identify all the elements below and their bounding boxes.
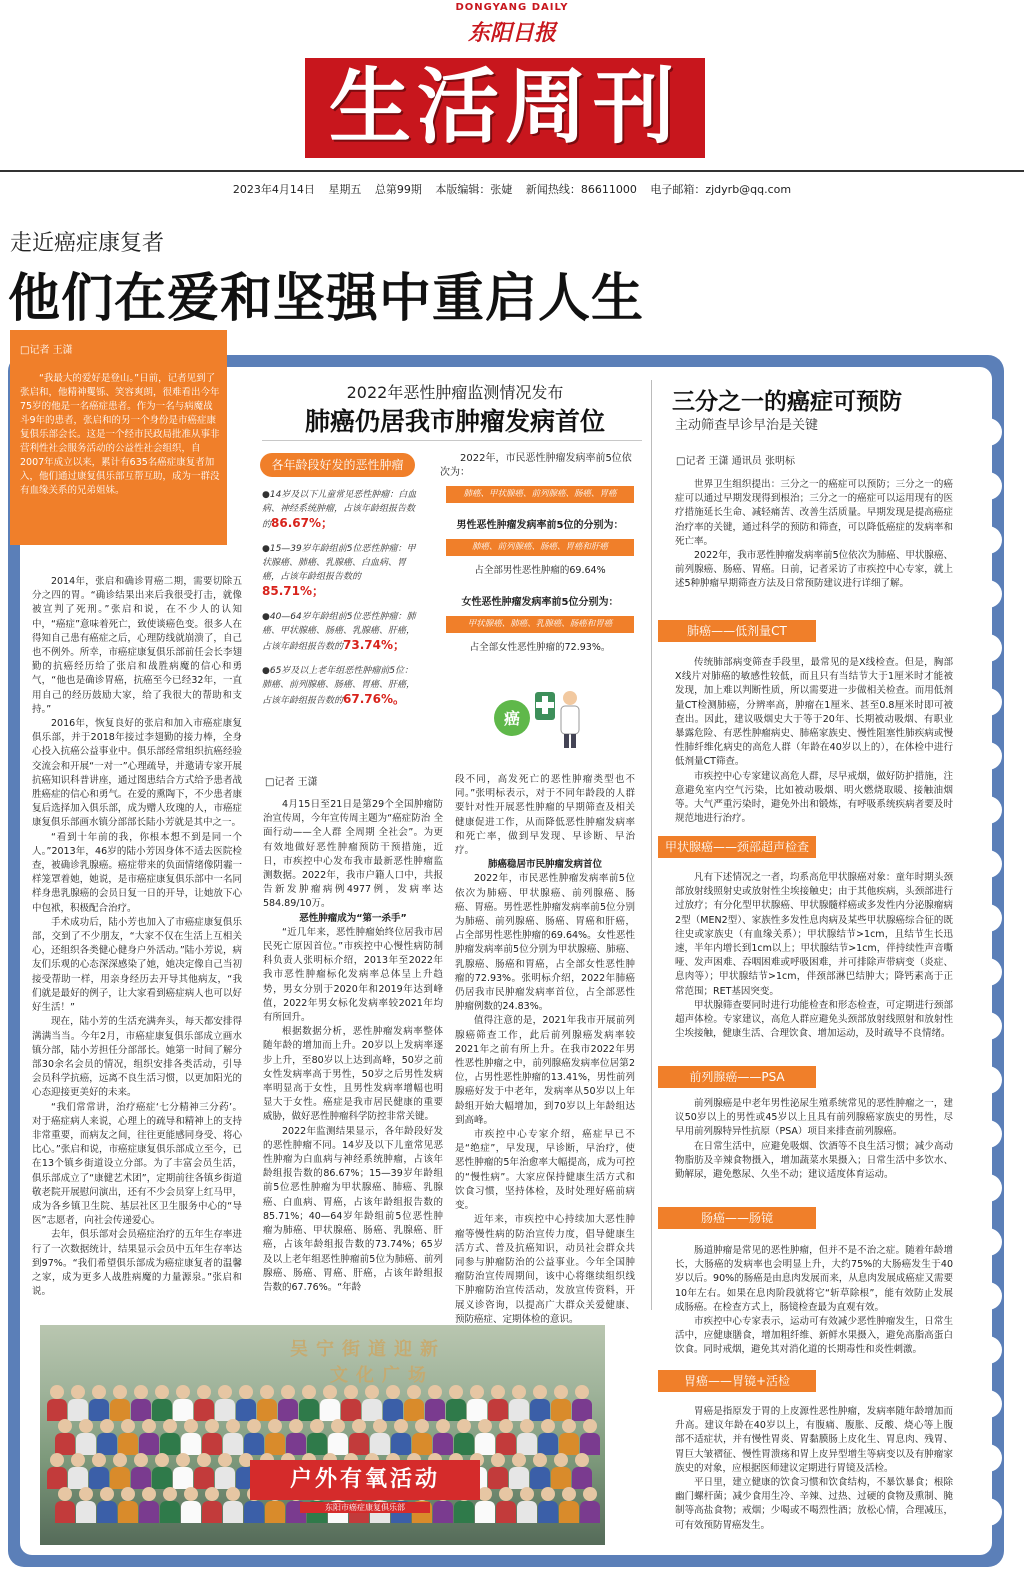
person-body <box>328 1433 348 1455</box>
person-head <box>58 1487 72 1501</box>
person-body <box>551 1467 571 1489</box>
issue-number: 总第99期 <box>374 183 422 196</box>
person-head <box>575 1453 589 1467</box>
frame-dot <box>974 904 1002 932</box>
photo-banner-sub: 东阳市癌症康复俱乐部 <box>300 1502 430 1513</box>
person-body <box>173 1467 193 1489</box>
person-body <box>139 1433 159 1455</box>
photo-banner-text: 户外有氧活动 <box>289 1467 440 1492</box>
person-head <box>583 1419 597 1433</box>
person-head <box>113 1385 127 1399</box>
issue-email: 电子邮箱：zjdyrb@qq.com <box>650 183 792 196</box>
person-body <box>559 1433 579 1455</box>
person-body <box>580 1433 600 1455</box>
ranking-panel <box>440 452 640 661</box>
monitoring-subhead: 肺癌稳居市民肿瘤发病首位 <box>487 859 602 871</box>
person-body <box>559 1501 579 1523</box>
person-head <box>491 1385 505 1399</box>
person-body <box>433 1433 453 1455</box>
person-head <box>554 1453 568 1467</box>
person-body <box>488 1399 508 1421</box>
person-head <box>428 1385 442 1399</box>
section-body <box>675 656 953 826</box>
issue-date: 2023年4月14日 <box>232 183 315 196</box>
prevent-intro <box>675 478 953 592</box>
frame-dot <box>974 472 1002 500</box>
person-head <box>79 1487 93 1501</box>
person-head <box>449 1385 463 1399</box>
feature-paragraph: “看到十年前的我，你根本想不到是同一个人。”2013年，46岁的陆小芳因身体不适去医院检查，被确诊乳腺癌。癌症带来的负面情绪像阴霾一样笼罩着她，她说，是市癌症康复俱乐部中一名同样身患乳腺癌的会员日复一日的开导，让她放下心中包袱，积极配合治疗。 <box>32 831 242 914</box>
person-body <box>475 1433 495 1455</box>
age-group-text: ●40—64岁年龄组前5位恶性肿瘤：肺癌、甲状腺癌、肠癌、乳腺癌、肝癌，占该年龄组报告数的 <box>262 612 416 652</box>
person-head <box>92 1385 106 1399</box>
person-body <box>391 1433 411 1455</box>
section-body <box>675 1244 953 1358</box>
person-head <box>50 1385 64 1399</box>
person-head <box>50 1453 64 1467</box>
section-paragraph: 传统肺部病变筛查手段里，最常见的是X线检查。但是，胸部X线片对肺癌的敏感性较低，而且只有当结节大于1厘米时才能被发现，加上难以判断性质，所以需要进一步做相关检查。而用低剂量CT检测肺癌，分辨率高，肿瘤在1厘米、甚至0.8厘米时即可被查出。因此，建议吸烟史大于等于20年、长期被动吸烟、有职业暴露危险、有恶性肿瘤病史、肺癌家族史、慢性阻塞性肺疾病或慢性肺纤维化病史的高危人群（年龄在40岁以上的），在体检中进行低剂量CT筛查。 <box>675 657 953 768</box>
female-ranking-list: 甲状腺癌、肺癌、乳腺癌、肠癌和胃癌 <box>446 616 634 633</box>
person-head <box>247 1419 261 1433</box>
age-group-list <box>262 488 422 718</box>
frame-dot <box>974 688 1002 716</box>
doctor-illustration <box>490 680 590 750</box>
person-body <box>181 1433 201 1455</box>
masthead-newspaper-name: 东阳日报 <box>467 20 556 46</box>
person-body <box>152 1467 172 1489</box>
person-head <box>184 1419 198 1433</box>
section-paragraph: 在日常生活中，应避免吸烟、饮酒等不良生活习惯；减少高动物脂肪及辛辣食物摄入，增加蔬菜水果摄入；日常生活中多饮水、勤解尿，避免憋尿、久坐不动；建议适度体育运动。 <box>675 1140 953 1181</box>
person-head <box>268 1419 282 1433</box>
masthead-title: 生活周刊 <box>328 60 681 155</box>
feature-paragraph: 2014年，张启和确诊胃癌二期，需要切除五分之四的胃。“确诊结果出来后我很受打击，就像被宣判了死刑。”张启和说，在不少人的认知中，“癌症”意味着死亡，致使谈癌色变。很多人在得知自己患有癌症之后，心理防线就崩溃了，自己也不例外。所幸，市癌症康复俱乐部前任会长李翅勤的抗癌经历给了张启和战胜病魔的信心和勇气，“他也是确诊胃癌，抗癌至今已经32年，一直用自己的经历鼓励大家，给了我很大的帮助和支持。” <box>32 576 242 715</box>
person-body <box>110 1399 130 1421</box>
person-body <box>118 1433 138 1455</box>
frame-dot <box>974 958 1002 986</box>
frame-dot <box>974 1012 1002 1040</box>
frame-dot <box>974 1498 1002 1526</box>
feature-kicker: 走近癌症康复者 <box>10 231 165 256</box>
person-body <box>47 1399 67 1421</box>
person-body <box>97 1501 117 1523</box>
person-body <box>538 1501 558 1523</box>
person-body <box>265 1501 285 1523</box>
person-body <box>454 1433 474 1455</box>
person-head <box>331 1419 345 1433</box>
person-head <box>344 1385 358 1399</box>
person-body <box>89 1399 109 1421</box>
person-head <box>218 1385 232 1399</box>
person-head <box>113 1453 127 1467</box>
person-body <box>68 1467 88 1489</box>
person-body <box>509 1399 529 1421</box>
cross-icon-bar <box>536 702 554 708</box>
person-body <box>223 1433 243 1455</box>
person-body <box>551 1399 571 1421</box>
person-body <box>454 1501 474 1523</box>
person-head <box>583 1487 597 1501</box>
section-paragraph: 前列腺癌是中老年男性泌尿生殖系统常见的恶性肿瘤之一，建议50岁以上的男性或45岁以上且具有前列腺癌家族史的男性，尽早用前列腺特异性抗原（PSA）项目来排查前列腺癌。 <box>675 1098 953 1138</box>
person-body <box>299 1399 319 1421</box>
masthead-divider <box>0 170 1024 172</box>
person-body <box>202 1433 222 1455</box>
person-head <box>499 1487 513 1501</box>
person-body <box>265 1433 285 1455</box>
person-body <box>580 1501 600 1523</box>
issue-weekday: 星期五 <box>328 183 362 196</box>
person-head <box>386 1385 400 1399</box>
person-body <box>488 1467 508 1489</box>
person-body <box>307 1433 327 1455</box>
person-head <box>323 1385 337 1399</box>
monitoring-byline: □记者 王潇 <box>265 777 318 788</box>
person-head <box>478 1487 492 1501</box>
person-head <box>176 1453 190 1467</box>
person-head <box>163 1419 177 1433</box>
monitoring-paragraph: “近几年来，恶性肿瘤始终位居我市居民死亡原因首位。”市疾控中心慢性病防制科负责人张明标介绍，2013年至2022年我市恶性肿瘤标化发病率总体呈上升趋势，男女分别于2020年和2019年达到峰值，2022年男女标化发病率较2021年均有所回升。 <box>263 926 443 1024</box>
age-group-percent: 73.74%； <box>343 638 405 652</box>
section-paragraph: 甲状腺筛查要同时进行功能检查和形态检查，可定期进行颈部超声体检。专家建议，高危人群应避免头颈部放射线照射和放射性尘埃接触，健康生活、合理饮食、增加运动，及时疏导不良情绪。 <box>675 999 953 1040</box>
frame-dot <box>974 634 1002 662</box>
person-head <box>134 1385 148 1399</box>
masthead-english: DONGYANG DAILY <box>455 2 569 13</box>
frame-dot <box>974 1120 1002 1148</box>
person-head <box>541 1487 555 1501</box>
person-head <box>197 1453 211 1467</box>
monitoring-headline: 肺癌仍居我市肿瘤发病首位 <box>304 407 605 436</box>
person-head <box>58 1419 72 1433</box>
issue-info <box>0 181 1024 197</box>
feature-intro-text: “我最大的爱好是登山。”日前，记者见到了张启和，他精神矍铄、笑容爽朗，很难看出今年75岁的他是一名癌症患者。作为一名与病魔战斗9年的患者，张启和的另一个身份是市癌症康复俱乐部会长。这是一个经市民政局批准从事非营利性社会服务活动的公益性社会组织，自2007年成立以来，累计有635名癌症康复者加入，他们通过康复俱乐部互帮互助，成为一群没有血缘关系的兄弟姐妹。 <box>20 373 220 496</box>
person-body <box>160 1433 180 1455</box>
person-head <box>218 1453 232 1467</box>
monitoring-subhead: 恶性肿瘤成为“第一杀手” <box>299 912 407 924</box>
frame-dot <box>974 580 1002 608</box>
person-body <box>194 1467 214 1489</box>
person-head <box>184 1487 198 1501</box>
person-body <box>404 1399 424 1421</box>
section-tag: 肺癌——低剂量CT <box>658 620 816 642</box>
person-head <box>205 1487 219 1501</box>
monitoring-paragraph: 2022年监测结果显示，各年龄段好发的恶性肿瘤不同。14岁及以下儿童常见恶性肿瘤为白血病与神经系统肿瘤，占该年龄组报告数的86.67%；15—39岁年龄组前5位恶性肿瘤为甲状腺癌、肺癌、乳腺癌、白血病、胃癌，占该年龄组报告数的85.71%；40—64岁年龄组前5位恶性肿瘤为肺癌、甲状腺癌、肠癌、乳腺癌、肝癌，占该年龄组报告数的73.74%；65岁及以上老年组恶性肿瘤前5位为肺癌、前列腺癌、肠癌、胃癌、肝癌，占该年龄组报告数的67.76%。“年龄 <box>263 1125 443 1293</box>
feature-paragraph: 2016年，恢复良好的张启和加入市癌症康复俱乐部，并于2018年接过李翅勤的接力棒，全身心投入抗癌公益事业中。俱乐部经常组织抗癌经验交流会和开展“一对一”心理疏导，并邀请专家开展抗癌知识科普讲座，通过图患结合方式给予患者战胜癌症的信心和勇气。在爱的熏陶下，不少患者康复后选择加入俱乐部，成为赠人玫瑰的人，市癌症康复俱乐部画水镇分部部长陆小芳就是其中之一。 <box>32 718 242 829</box>
person-body <box>181 1501 201 1523</box>
person-head <box>142 1487 156 1501</box>
person-body <box>55 1433 75 1455</box>
person-body <box>139 1501 159 1523</box>
person-body <box>286 1433 306 1455</box>
frame-dot <box>974 418 1002 446</box>
age-group-percent: 86.67%； <box>271 516 333 530</box>
person-head <box>260 1385 274 1399</box>
monitoring-paragraph: 值得注意的是，2021年我市开展前列腺癌筛查工作，此后前列腺癌发病率较2021年之前有所上升。在我市2022年男性恶性肿瘤之中，前列腺癌发病率位居第2位，占男性恶性肿瘤的13.41%，男性前列腺癌好发于中老年，发病率从50岁以上年龄组开始大幅增加，到70岁以上年龄组达到高峰。 <box>455 1015 635 1126</box>
section-body <box>675 871 953 1041</box>
person-head <box>71 1453 85 1467</box>
person-head <box>92 1453 106 1467</box>
person-body <box>538 1433 558 1455</box>
person-body <box>467 1399 487 1421</box>
person-head <box>352 1419 366 1433</box>
doctor-head-icon <box>563 691 577 705</box>
frame-dot <box>974 1444 1002 1472</box>
frame-dot <box>974 1066 1002 1094</box>
age-group-percent: 85.71%； <box>262 584 324 598</box>
monitoring-paragraph: 市疾控中心专家介绍，癌症早已不是“绝症”，早发现，早诊断，早治疗，使恶性肿瘤的5年治愈率大幅提高，成为可控的“慢性病”。大家应保持健康生活方式和饮食习惯，坚持体检，及时处理好癌前病变。 <box>455 1129 635 1212</box>
person-body <box>194 1399 214 1421</box>
age-group-text: ●15—39岁年龄组前5位恶性肿瘤：甲状腺癌、肺癌、乳腺癌、白血病、胃癌，占该年龄组报告数的 <box>262 544 416 582</box>
age-group-item <box>262 488 422 532</box>
male-ranking-note: 占全部男性恶性肿瘤的69.64% <box>474 565 606 576</box>
person-body <box>118 1501 138 1523</box>
person-body <box>215 1399 235 1421</box>
person-head <box>155 1453 169 1467</box>
person-head <box>100 1487 114 1501</box>
photo-sign-line1: 吴宁街道迎新 <box>290 1339 446 1360</box>
person-body <box>496 1433 516 1455</box>
person-body <box>475 1501 495 1523</box>
person-head <box>302 1385 316 1399</box>
person-head <box>289 1419 303 1433</box>
person-body <box>223 1501 243 1523</box>
person-head <box>365 1385 379 1399</box>
person-body <box>131 1399 151 1421</box>
section-tag: 胃癌——胃镜+活检 <box>658 1370 816 1392</box>
feature-byline: □记者 王潇 <box>20 345 73 356</box>
person-body <box>341 1399 361 1421</box>
person-head <box>226 1487 240 1501</box>
person-head <box>100 1419 114 1433</box>
monitoring-body-col1 <box>263 798 443 1295</box>
age-group-text: ●65岁及以上老年组恶性肿瘤前5位：肺癌、前列腺癌、肠癌、胃癌、肝癌，占该年龄组报告数的 <box>262 666 416 706</box>
feature-paragraph: 去年，俱乐部对会员癌症治疗的五年生存率进行了一次数据统计，结果显示会员中五年生存率达到97%。“我们希望俱乐部成为癌症康复者的温馨之家，成为更多人战胜病魔的力量源泉。”张启和说。 <box>32 1229 242 1298</box>
person-head <box>533 1453 547 1467</box>
age-group-percent: 67.76%。 <box>343 692 405 706</box>
person-body <box>383 1399 403 1421</box>
prevent-byline: □记者 王潇 通讯员 张明标 <box>676 456 795 467</box>
person-body <box>362 1399 382 1421</box>
prevent-headline: 三分之一的癌症可预防 <box>672 389 902 415</box>
person-head <box>142 1419 156 1433</box>
person-head <box>457 1419 471 1433</box>
person-head <box>562 1487 576 1501</box>
section-paragraph: 市疾控中心专家建议高危人群，尽早戒烟，做好防护措施，注意避免室内空气污染，比如被动吸烟、明火燃烧取暖、接触油烟等。大气严重污染时，避免外出和锻炼，有呼吸系统疾病者要及时规范地进行治疗。 <box>675 770 953 825</box>
person-body <box>160 1501 180 1523</box>
section-tag: 前列腺癌——PSA <box>658 1066 816 1088</box>
person-head <box>499 1419 513 1433</box>
person-head <box>176 1385 190 1399</box>
monitoring-divider <box>262 440 642 441</box>
section-body <box>675 1097 953 1182</box>
person-body <box>530 1399 550 1421</box>
person-head <box>121 1419 135 1433</box>
person-head <box>163 1487 177 1501</box>
person-body <box>215 1467 235 1489</box>
person-body <box>76 1501 96 1523</box>
person-body <box>509 1467 529 1489</box>
person-head <box>281 1385 295 1399</box>
person-body <box>257 1399 277 1421</box>
person-body <box>236 1399 256 1421</box>
monitoring-body-col2 <box>455 773 635 1327</box>
photo-banner <box>250 1460 480 1500</box>
person-body <box>572 1467 592 1489</box>
person-body <box>433 1501 453 1523</box>
monitoring-paragraph: 段不同，高发死亡的恶性肿瘤类型也不同。”张明标表示，对于不同年龄段的人群要针对性开展恶性肿瘤的早期筛查及相关健康促进工作，从而降低恶性肿瘤发病率和死亡率，做到早发现、早诊断、早治疗。 <box>455 774 635 857</box>
person-body <box>517 1501 537 1523</box>
person-head <box>575 1385 589 1399</box>
person-body <box>97 1433 117 1455</box>
frame-dot <box>974 1174 1002 1202</box>
person-head <box>197 1385 211 1399</box>
feature-headline: 他们在爱和坚强中重启人生 <box>8 269 645 329</box>
frame-dot <box>974 1228 1002 1256</box>
person-head <box>415 1419 429 1433</box>
person-head <box>512 1453 526 1467</box>
person-body <box>278 1399 298 1421</box>
person-body <box>530 1467 550 1489</box>
person-body <box>89 1467 109 1489</box>
person-head <box>71 1385 85 1399</box>
person-body <box>110 1467 130 1489</box>
male-ranking-list: 肺癌、前列腺癌、肠癌、胃癌和肝癌 <box>446 539 634 556</box>
prevent-intro-paragraph: 2022年，我市恶性肿瘤发病率前5位依次为肺癌、甲状腺癌、前列腺癌、肠癌、胃癌。日前，记者采访了市疾控中心专家，就上述5种肿瘤早期筛查方法及日常预防建议进行详细了解。 <box>675 550 953 590</box>
person-head <box>562 1419 576 1433</box>
age-group-item <box>262 542 422 600</box>
frame-dot <box>974 796 1002 824</box>
person-body <box>425 1399 445 1421</box>
person-body <box>244 1433 264 1455</box>
person-body <box>131 1467 151 1489</box>
feature-intro-box <box>10 330 227 545</box>
doctor-coat-icon <box>561 706 579 734</box>
section-body <box>675 1405 953 1533</box>
monitoring-paragraph: 2022年，市民恶性肿瘤发病率前5位依次为肺癌、甲状腺癌、前列腺癌、肠癌、胃癌。男性恶性肿瘤发病率前5位分别为肺癌、前列腺癌、肠癌、胃癌和肝癌，占全部男性恶性肿瘤的69.64%。女性恶性肿瘤发病率前5位分别为甲状腺癌、肺癌、乳腺癌、肠癌和胃癌，占全部女性恶性肿瘤的72.93%。张明标介绍，2022年肺癌仍居我市民肿瘤发病率首位，占全部恶性肿瘤例数的24.83%。 <box>455 873 635 1013</box>
column-divider <box>651 380 652 1310</box>
person-head <box>226 1419 240 1433</box>
person-head <box>121 1487 135 1501</box>
person-body <box>496 1501 516 1523</box>
person-body <box>76 1433 96 1455</box>
person-head <box>310 1419 324 1433</box>
feature-paragraph: 现在，陆小芳的生活充满奔头，每天都安排得满满当当。今年2月，市癌症康复俱乐部成立画水镇分部，陆小芳担任分部部长。她第一时间了解分部30余名会员的情况，组织安排各类活动，引导会员科学抗癌，远离不良生活习惯，以更加阳光的心态迎接更美好的未来。 <box>32 1016 242 1099</box>
person-head <box>470 1385 484 1399</box>
feature-body <box>32 575 242 1299</box>
frame-dot <box>974 742 1002 770</box>
photo-sign-text <box>290 1335 446 1387</box>
section-paragraph: 市疾控中心专家表示，运动可有效减少恶性肿瘤发生，日常生活中，应健康膳食，增加粗纤维、新鲜水果摄入，避免高脂高蛋白饮食。同时戒烟，避免其对消化道的长期毒性和炎性刺激。 <box>675 1316 953 1356</box>
person-head <box>554 1385 568 1399</box>
person-head <box>155 1385 169 1399</box>
person-head <box>533 1385 547 1399</box>
section-paragraph: 平日里，建立健康的饮食习惯和饮食结构，不暴饮暴食；根除幽门螺杆菌；减少食用生冷、辛辣、过热、过硬的食物及熏制、腌制等高盐食物；戒烟；少喝或不喝烈性酒；放松心情，合理减压，可有效预防胃癌发生。 <box>675 1477 953 1531</box>
section-paragraph: 胃癌是指原发于胃的上皮源性恶性肿瘤，发病率随年龄增加而升高。建议年龄在40岁以上，有腹痛、腹胀、反酸、烧心等上腹部不适症状，并有慢性胃炎、胃黏膜肠上皮化生、胃息肉、残胃、胃巨大皱褶征、慢性胃溃疡和胃上皮异型增生等病变以及有肿瘤家族史的对象，应根据医师建议定期进行胃镜及活检。 <box>675 1406 953 1474</box>
person-head <box>436 1419 450 1433</box>
person-body <box>572 1399 592 1421</box>
monitoring-paragraph: 4月15日至21日是第29个全国肿瘤防治宣传周，今年宣传周主题为“癌症防治 全面行动——全人群 全周期 全社会”。为更有效地做好恶性肿瘤预防干预措施，近日，市疾控中心发布我市最新恶性肿瘤监测数据。2022年，我市户籍人口中，共报告新发肿瘤病例4977例，发病率达584.89/10万。 <box>263 799 443 910</box>
doctor-leg-icon <box>564 734 569 748</box>
person-body <box>55 1501 75 1523</box>
frame-dot <box>974 850 1002 878</box>
monitoring-kicker: 2022年恶性肿瘤监测情况发布 <box>346 383 564 402</box>
person-body <box>412 1433 432 1455</box>
frame-dot <box>974 1336 1002 1364</box>
section-tag: 肠癌——肠镜 <box>658 1207 816 1229</box>
person-head <box>205 1419 219 1433</box>
person-body <box>370 1433 390 1455</box>
age-group-tag: 各年龄段好发的恶性肿瘤 <box>260 453 415 477</box>
person-body <box>68 1399 88 1421</box>
male-ranking-title: 男性恶性肿瘤发病率前5位的分别为： <box>456 520 624 531</box>
doctor-leg-icon <box>571 734 576 748</box>
person-head <box>491 1453 505 1467</box>
person-head <box>394 1419 408 1433</box>
section-paragraph: 肠道肿瘤是常见的恶性肿瘤，但并不是不治之症。随着年龄增长，大肠癌的发病率也会明显上升，大约75%的大肠癌发生于40岁以后。90%的肠癌是由息肉发展而来，从息肉发展成癌症又需要10年左右。如果在息肉阶段就将它“斩草除根”，能有效防止发展成肠癌。在检查方式上，肠镜检查最为直观有效。 <box>675 1245 953 1313</box>
person-head <box>407 1385 421 1399</box>
frame-dot <box>974 526 1002 554</box>
person-body <box>517 1433 537 1455</box>
cancer-cell-label: 癌 <box>503 709 521 728</box>
feature-paragraph: 手术成功后，陆小芳也加入了市癌症康复俱乐部，交到了不少朋友，“大家不仅在生活上互相关心，还组织各类健心健身户外活动。”陆小芳说，病友们乐观的心态深深感染了她，她决定像自己当初接受帮助一样，用亲身经历去开导其他病友，“我们就是最好的例子，让大家看到癌症病人也可以好好生活！” <box>32 916 242 1014</box>
person-body <box>173 1399 193 1421</box>
person-head <box>512 1385 526 1399</box>
prevent-intro-paragraph: 世界卫生组织提出：三分之一的癌症可以预防；三分之一的癌症可以通过早期发现得到根治；三分之一的癌症可以运用现有的医疗措施延长生命、减轻痛苦、改善生活质量。早期发现是提高癌症治疗率的关键，通过科学的预防和筛查，可以降低癌症的发病率和死亡率。 <box>675 479 953 547</box>
person-body <box>152 1399 172 1421</box>
female-ranking-note: 占全部女性恶性肿瘤的72.93%。 <box>469 642 611 653</box>
frame-dot <box>974 1282 1002 1310</box>
section-paragraph: 凡有下述情况之一者，均系高危甲状腺癌对象：童年时期头颈部放射线照射史或放射性尘埃接触史；由于其他疾病，头颈部进行过放疗；有分化型甲状腺癌、甲状腺髓样癌或多发性内分泌腺瘤病2型（MEN2型）、家族性多发性息肉病及某些甲状腺癌综合征的既往史或家族史（有血缘关系）；甲状腺结节>1cm，且结节生长迅速，半年内增长到1cm以上；甲状腺结节>1cm，伴持续性声音嘶哑、发声困难、吞咽困难或呼吸困难，并可排除声带病变（炎症、息肉等）；甲状腺结节>1cm，伴颈部淋巴结肿大；降钙素高于正常范围；RET基因突变。 <box>675 872 953 997</box>
feature-paragraph: “我们常常讲，治疗癌症‘七分精神三分药’。对于癌症病人来说，心理上的疏导和精神上的支持非常重要，而病友之间，往往更能感同身受、将心比心。”张启和说，市癌症康复俱乐部成立至今，已在13个镇乡街道设立分部。为了丰富会员生活，俱乐部成立了“康健艺术团”，定期前往各镇乡街道敬老院开展慰问演出，还有不少会员穿上红马甲，成为各乡镇卫生院、基层社区卫生服务中心的“导医”志愿者，向社会传递爱心。 <box>32 1101 242 1227</box>
age-group-item <box>262 610 422 654</box>
person-head <box>79 1419 93 1433</box>
person-head <box>239 1385 253 1399</box>
ranking-all-list: 肺癌、甲状腺癌、前列腺癌、肠癌、胃癌 <box>446 486 634 503</box>
ranking-intro: 2022年，市民恶性肿瘤发病率前5位依次为： <box>440 453 632 478</box>
person-body <box>244 1501 264 1523</box>
monitoring-paragraph: 根据数据分析，恶性肿瘤发病率整体随年龄的增加而上升。20岁以上发病率逐步上升，至80岁以上达到高峰，50岁之前女性发病率高于男性，50岁之后男性发病率明显高于女性，且男性发病率增幅也明显大于女性。癌症是我市居民健康的重要威胁，做好恶性肿瘤科学防控非常关键。 <box>263 1026 443 1123</box>
age-group-item <box>262 664 422 708</box>
person-head <box>541 1419 555 1433</box>
person-body <box>47 1467 67 1489</box>
monitoring-paragraph: 近年来，市疾控中心持续加大恶性肿瘤等慢性病的防治宣传力度，倡导健康生活方式、普及抗癌知识，动员社会群众共同参与肿瘤防治的公益事业。今年全国肿瘤防治宣传周期间，该中心将继续组织线下肿瘤防治宣传活动，发放宣传资料，开展义诊咨询，以提高广大群众关爱健康、预防癌症、定期体检的意识。 <box>455 1214 635 1325</box>
photo-sign-line2: 文化广场 <box>330 1365 434 1386</box>
age-group-text: ●14岁及以下儿童常见恶性肿瘤：白血病、神经系统肿瘤，占该年龄组报告数的 <box>262 490 417 530</box>
person-body <box>320 1399 340 1421</box>
frame-dot <box>974 1390 1002 1418</box>
person-head <box>373 1419 387 1433</box>
female-ranking-title: 女性恶性肿瘤发病率前5位分别为： <box>461 597 619 608</box>
person-head <box>134 1453 148 1467</box>
prevent-subhead: 主动筛查早诊早治是关键 <box>675 418 819 433</box>
person-head <box>478 1419 492 1433</box>
section-tag: 甲状腺癌——颈部超声检查 <box>658 836 816 858</box>
issue-editor: 本版编辑：张婕 <box>435 183 513 196</box>
issue-hotline: 新闻热线：86611000 <box>525 183 637 196</box>
person-head <box>520 1419 534 1433</box>
person-body <box>446 1399 466 1421</box>
person-body <box>202 1501 222 1523</box>
person-body <box>349 1433 369 1455</box>
person-head <box>520 1487 534 1501</box>
